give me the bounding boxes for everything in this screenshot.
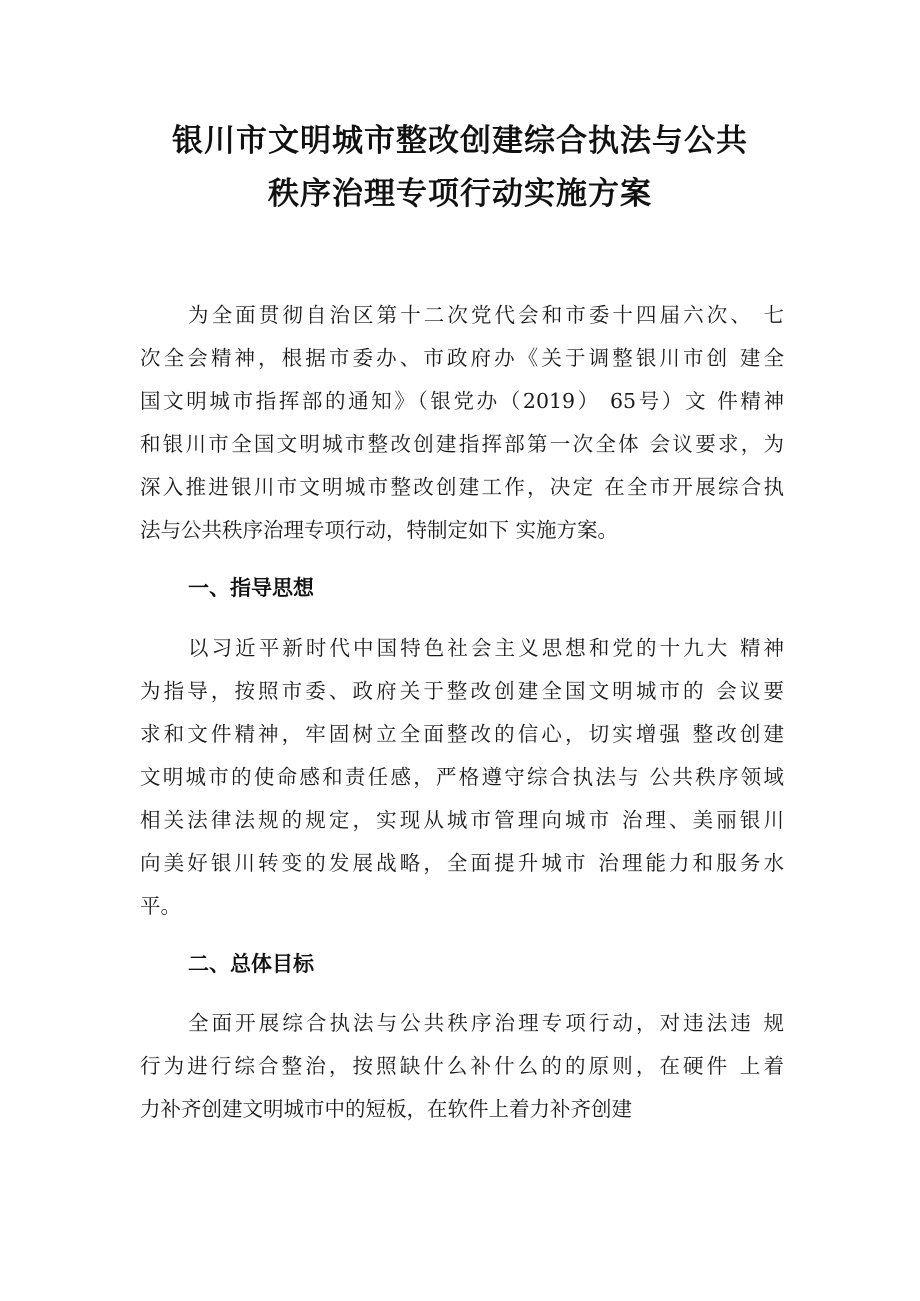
- section-2-heading: 二、总体目标: [188, 952, 314, 976]
- section-1-line-5: 相关法律法规的规定，实现从城市管理向城市 治理、美丽银川: [140, 808, 784, 832]
- section-2-line-3: 力补齐创建文明城市中的短板，在软件上着力补齐创建: [140, 1097, 632, 1121]
- intro-line-2: 次全会精神，根据市委办、市政府办《关于调整银川市创 建全: [140, 346, 784, 370]
- section-1-heading: 一、指导思想: [188, 576, 314, 600]
- intro-line-5: 深入推进银川市文明城市整改创建工作，决定 在全市开展综合执: [140, 475, 784, 499]
- section-1-line-1: 以习近平新时代中国特色社会主义思想和党的十九大 精神: [188, 636, 784, 660]
- intro-line-3: 国文明城市指挥部的通知》（银党办（2019） 65号）文 件精神: [140, 389, 784, 413]
- intro-line-4: 和银川市全国文明城市整改创建指挥部第一次全体 会议要求，为: [140, 432, 784, 456]
- intro-line-6: 法与公共秩序治理专项行动，特制定如下 实施方案。: [140, 518, 619, 542]
- document-title-line-2: 秩序治理专项行动实施方案: [268, 176, 652, 212]
- document-title-line-1: 银川市文明城市整改创建综合执法与公共: [172, 123, 748, 159]
- section-1-line-7: 平。: [140, 894, 181, 918]
- section-1-line-6: 向美好银川转变的发展战略，全面提升城市 治理能力和服务水: [140, 851, 784, 875]
- section-1-line-2: 为指导，按照市委、政府关于整改创建全国文明城市的 会议要: [140, 679, 784, 703]
- intro-line-1: 为全面贯彻自治区第十二次党代会和市委十四届六次、 七: [188, 303, 784, 327]
- section-2-line-1: 全面开展综合执法与公共秩序治理专项行动，对违法违 规: [188, 1011, 784, 1035]
- section-1-line-4: 文明城市的使命感和责任感，严格遵守综合执法与 公共秩序领域: [140, 765, 784, 789]
- section-1-line-3: 求和文件精神，牢固树立全面整改的信心，切实增强 整改创建: [140, 722, 784, 746]
- section-2-line-2: 行为进行综合整治，按照缺什么补什么的的原则，在硬件 上着: [140, 1054, 784, 1078]
